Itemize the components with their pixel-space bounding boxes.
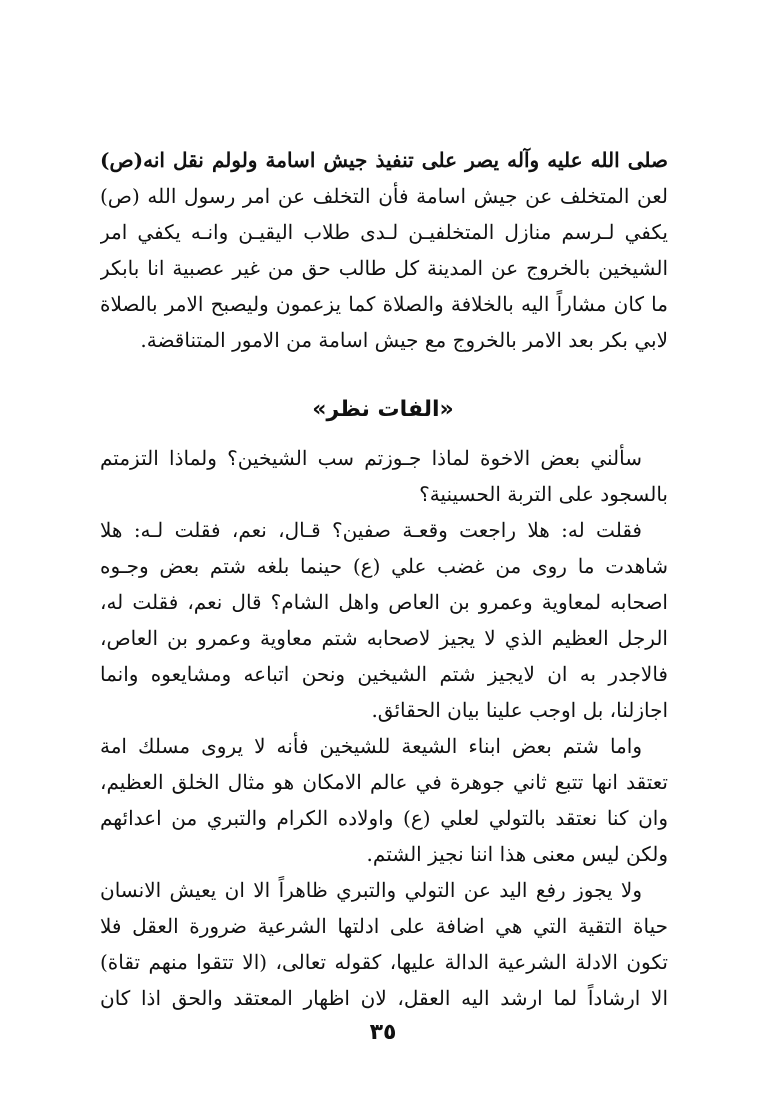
section-heading: «الفات نظر»: [312, 397, 454, 422]
text-line: صلى الله عليه وآله يصر على تنفيذ جيش اسامة ولولم نقل انه(ص): [100, 148, 668, 172]
text-line: لعن المتخلف عن جيش اسامة فأن التخلف عن امر رسول الله (ص): [100, 184, 668, 208]
text-line: حياة التقية التي هي اضافة على ادلتها الشرعية ضرورة العقل فلا: [100, 914, 668, 938]
text-line: الشيخين بالخروج عن المدينة كل طالب حق من غير عصبية انا بابكر: [100, 256, 668, 280]
text-line: فقلت له: هلا راجعت وقعـة صفين؟ قـال، نعم، فقلت لـه: هلا: [100, 518, 642, 542]
text-line: اجازلنا، بل اوجب علينا بيان الحقائق.: [371, 698, 668, 722]
text-line: واما شتم بعض ابناء الشيعة للشيخين فأنه لا يروى مسلك امة: [100, 734, 642, 758]
text-line: تكون الادلة الشرعية الدالة عليها، كقوله تعالى، (الا تتقوا منهم تقاة): [100, 950, 668, 974]
text-line: ما كان مشاراً اليه بالخلافة والصلاة كما يزعمون وليصبح الامر بالصلاة: [100, 292, 668, 316]
text-line: الا ارشاداً لما ارشد اليه العقل، لان اظهار المعتقد والحق اذا كان: [100, 986, 668, 1010]
text-line: فالاجدر به ان لايجيز شتم الشيخين ونحن اتباعه ومشايعوه وانما: [100, 662, 668, 686]
section-body: [100, 440, 668, 1016]
text-line: الرجل العظيم الذي لا يجيز لاصحابه شتم معاوية وعمرو بن العاص،: [100, 626, 668, 650]
text-line: ولا يجوز رفع اليد عن التولي والتبري ظاهراً الا ان يعيش الانسان: [100, 878, 642, 902]
text-line: سألني بعض الاخوة لماذا جـوزتم سب الشيخين؟ ولماذا التزمتم: [100, 446, 642, 470]
text-line: لابي بكر بعد الامر بالخروج مع جيش اسامة من الامور المتناقضة.: [140, 328, 668, 352]
text-line: تعتقد انها تتبع ثاني جوهرة في عالم الامكان هو مثال الخلق العظيم،: [100, 770, 668, 794]
text-line: بالسجود على التربة الحسينية؟: [419, 482, 668, 506]
text-line: يكفي لـرسم منازل المتخلفيـن لـدى طلاب اليقيـن وانـه يكفي امر: [100, 220, 668, 244]
text-line: وان كنا نعتقد بالتولي لعلي (ع) واولاده الكرام والتبري من اعدائهم: [100, 806, 668, 830]
page-number: ٣٥: [369, 1020, 397, 1045]
text-line: شاهدت ما روى من غضب علي (ع) حينما بلغه شتم بعض وجـوه: [100, 554, 668, 578]
text-line: اصحابه لمعاوية وعمرو بن العاص واهل الشام؟ قال نعم، فقلت له،: [100, 590, 668, 614]
paragraph-top: [100, 142, 668, 358]
text-line: ولكن ليس معنى هذا اننا نجيز الشتم.: [366, 842, 668, 866]
